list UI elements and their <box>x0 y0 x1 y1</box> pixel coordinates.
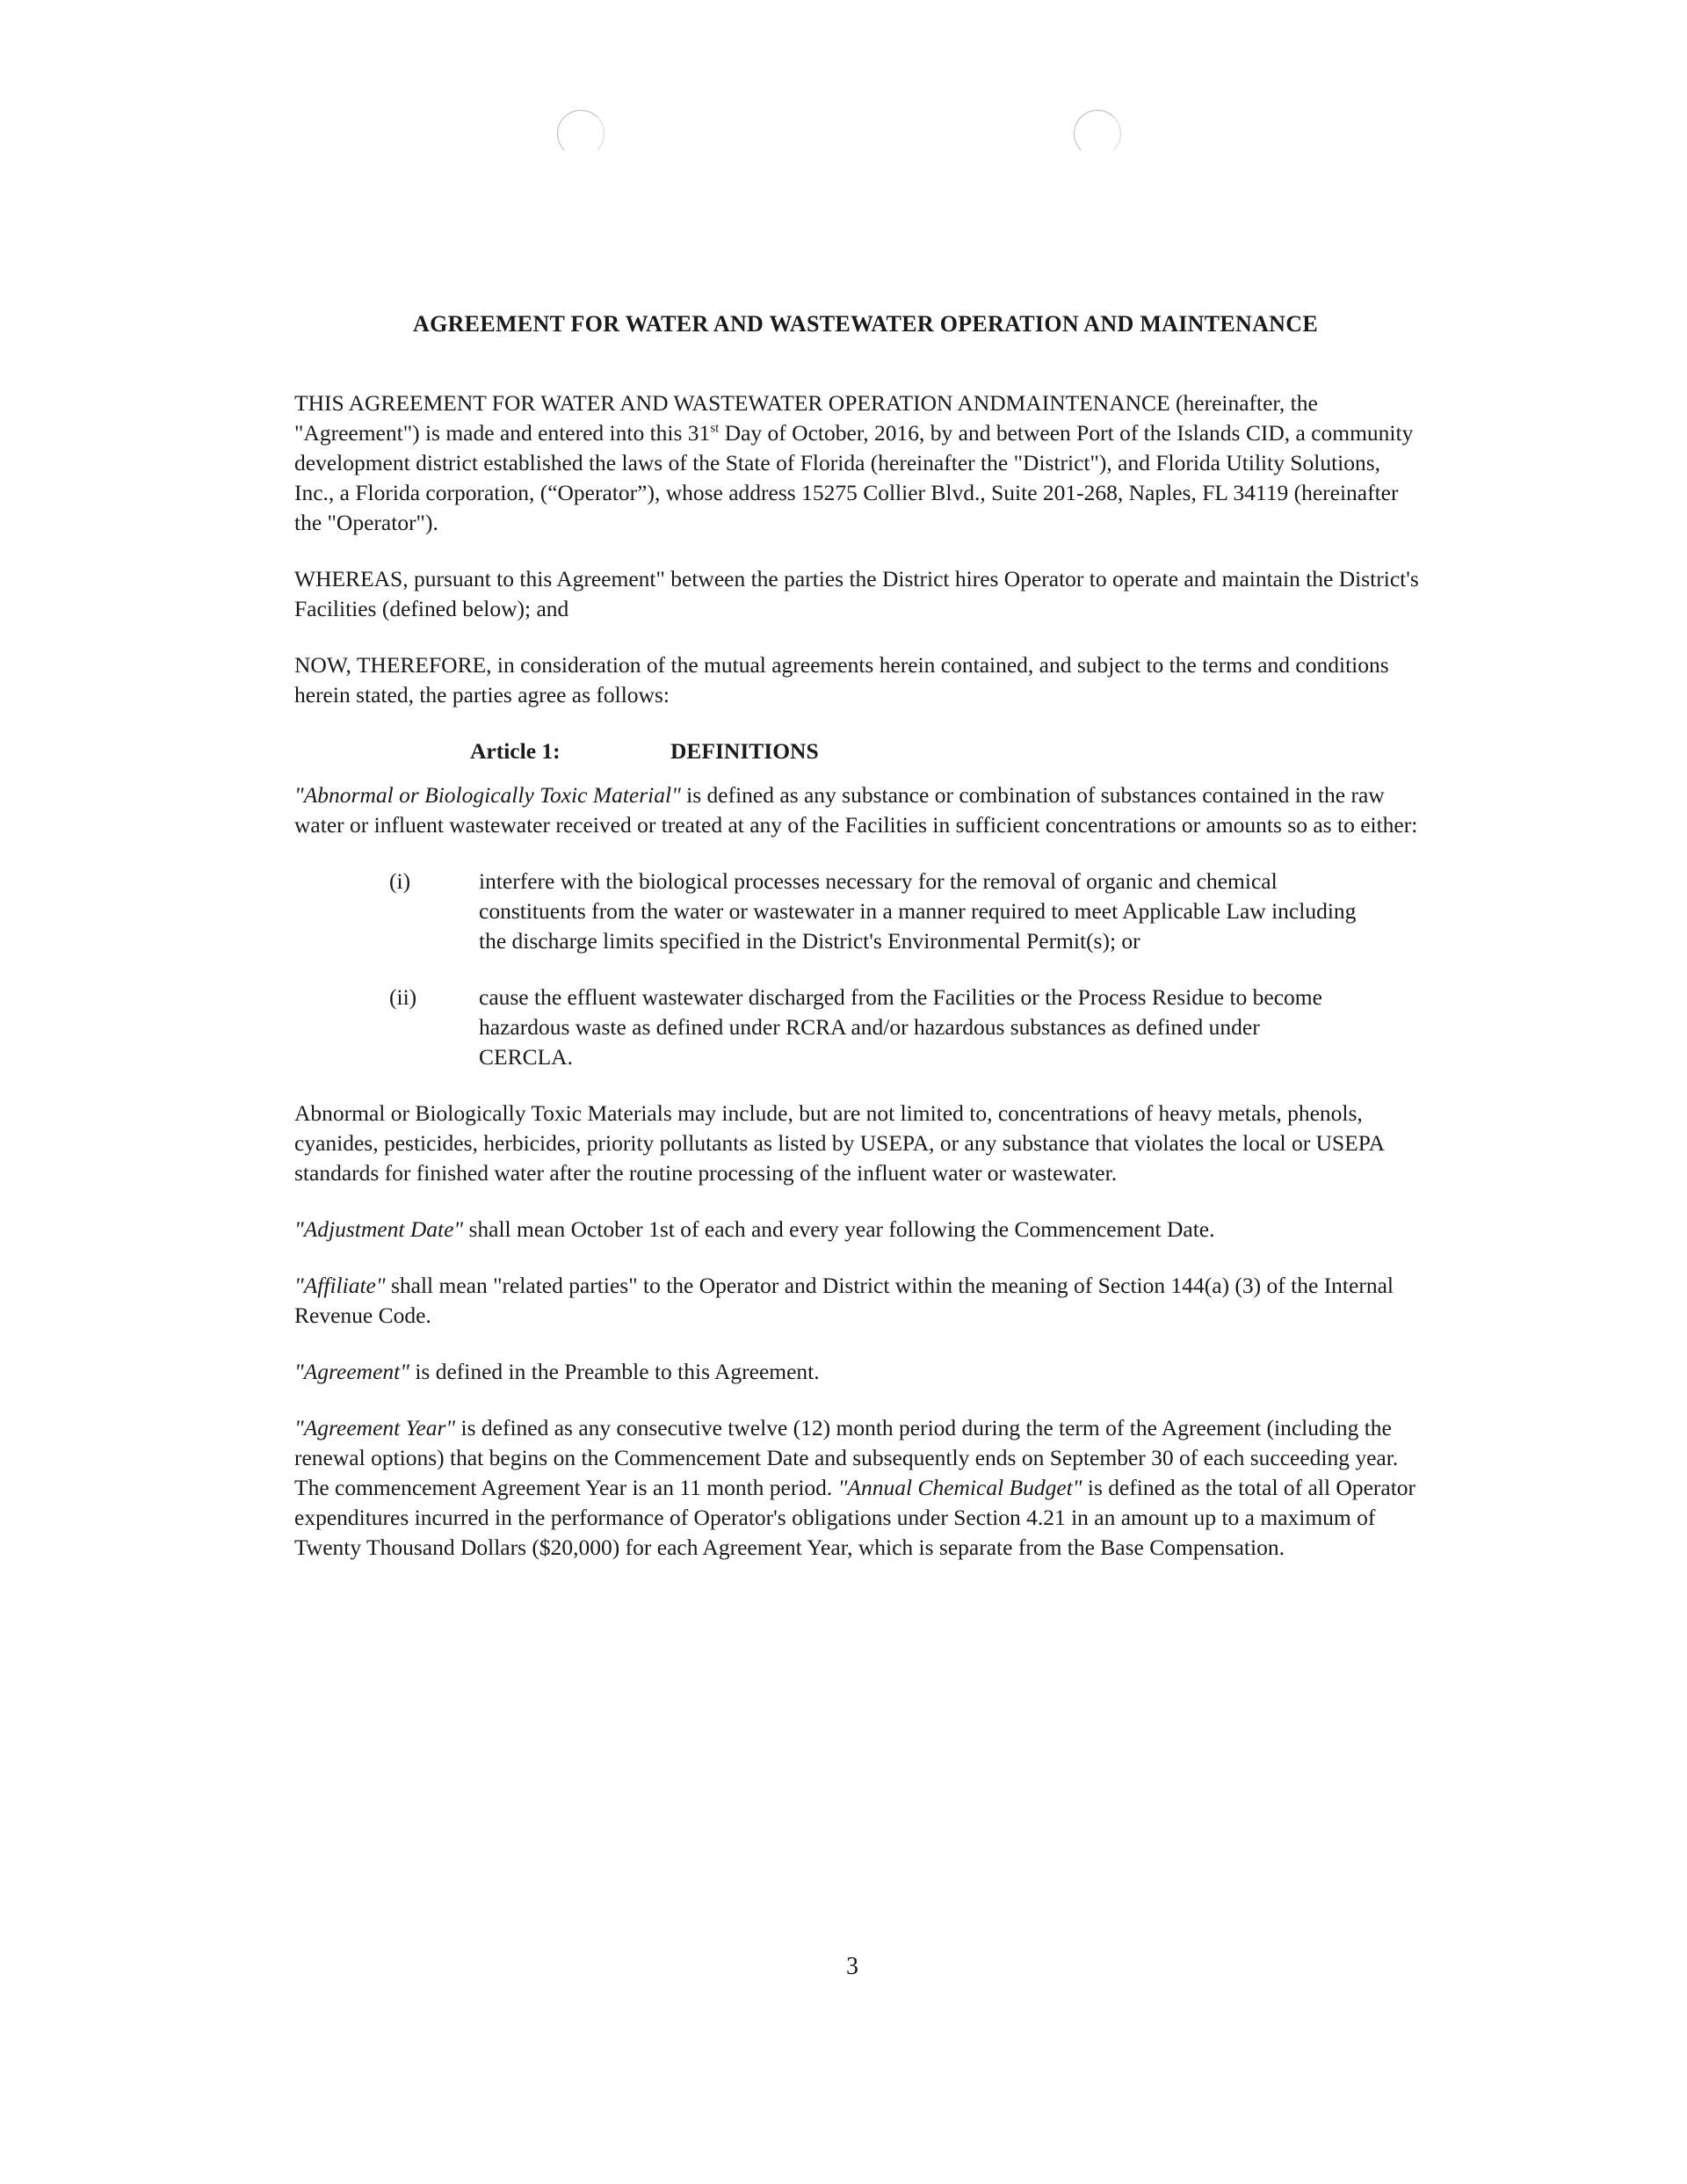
definition-text: is defined in the Preamble to this Agreement. <box>409 1359 820 1384</box>
article-title: DEFINITIONS <box>670 738 819 764</box>
definition-affiliate <box>294 1271 1419 1331</box>
definition-text: shall mean October 1st of each and every year following the Commencement Date. <box>463 1216 1215 1242</box>
list-item-text: interfere with the biological processes necessary for the removal of organic and chemical constituents from the water or wastewater in a manner required to meet Applicable Law including the discharge limits specified in the District's Environmental Permit(s); or <box>479 868 1357 954</box>
definition-text: shall mean "related parties" to the Operator and District within the meaning of Section 144(a) (3) of the Internal Revenue Code. <box>294 1273 1394 1328</box>
punch-hole-right <box>1074 110 1121 157</box>
preamble-paragraph <box>294 388 1419 538</box>
article-heading <box>294 736 1419 766</box>
definition-term: "Abnormal or Biologically Toxic Material" <box>294 782 681 808</box>
definition-term-annual-chemical-budget: "Annual Chemical Budget" <box>837 1475 1082 1500</box>
preamble-text-end: Day of October, 2016, by and between Port of the Islands CID, a community development district established the laws of the State of Florida (hereinafter the "District"), and Florida Utility Solutions, Inc., a Florida corporation, (“Operator”), whose address 15275 Collier Blvd., Suite 201-268, Naples, FL 34119 (hereinafter the "Operator"). <box>294 420 1414 535</box>
preamble-ordinal-suffix: st <box>710 421 720 436</box>
definition-text: is defined as the total of all Operator expenditures incurred in the performance of Operator's obligations under Section 4.21 in an amount up to a maximum of Twenty Thousand Dollars ($20,000) for each Agreement Year, which is separate from the Base Compensation. <box>294 1475 1416 1560</box>
definition-abnormal <box>294 780 1419 840</box>
page-number: 3 <box>846 1953 858 1980</box>
list-marker: (ii) <box>389 984 417 1010</box>
list-item-text: cause the effluent wastewater discharged from the Facilities or the Process Residue to become hazardous waste as defined under RCRA and/or hazardous substances as defined under CERCLA. <box>479 984 1322 1070</box>
definition-agreement-year <box>294 1413 1419 1563</box>
definition-term: "Agreement" <box>294 1359 409 1384</box>
definition-adjustment-date <box>294 1215 1419 1244</box>
list-marker: (i) <box>389 868 411 894</box>
definition-term: "Affiliate" <box>294 1273 386 1298</box>
list-item <box>294 867 1419 956</box>
definition-agreement <box>294 1357 1419 1387</box>
article-number: Article 1: <box>470 738 561 764</box>
document-body <box>294 309 1419 1589</box>
definition-term: "Adjustment Date" <box>294 1216 464 1242</box>
definition-abnormal-continued: Abnormal or Biologically Toxic Materials may include, but are not limited to, concentrations of heavy metals, phenols, cyanides, pesticides, herbicides, priority pollutants as listed by USEPA, or any substance that violates the local or USEPA standards for finished water after the routine processing of the influent water or wastewater. <box>294 1100 1384 1186</box>
preamble-text-start: THIS AGREEMENT FOR WATER AND WASTEWATER OPERATION ANDMAINTENANCE (hereinafter, the "Agreement") is made and entered into this 31 <box>294 390 1318 446</box>
list-item <box>294 983 1419 1072</box>
punch-hole-left <box>557 110 605 157</box>
definition-text: is defined as any substance or combination of substances contained in the raw water or influent wastewater received or treated at any of the Facilities in sufficient concentrations or amounts so as to either: <box>294 782 1418 838</box>
now-therefore-paragraph: NOW, THEREFORE, in consideration of the mutual agreements herein contained, and subject to the terms and conditions herein stated, the parties agree as follows: <box>294 652 1389 707</box>
definition-term: "Agreement Year" <box>294 1415 456 1440</box>
whereas-paragraph: WHEREAS, pursuant to this Agreement" between the parties the District hires Operator to operate and maintain the District's Facilities (defined below); and <box>294 566 1419 621</box>
document-title: AGREEMENT FOR WATER AND WASTEWATER OPERATION AND MAINTENANCE <box>413 311 1318 337</box>
definition-text: is defined as any consecutive twelve (12) month period during the term of the Agreement (including the renewal options) that begins on the Commencement Date and subsequently ends on September 30 of each succeeding year. The commencement Agreement Year is an 11 month period. <box>294 1415 1399 1500</box>
